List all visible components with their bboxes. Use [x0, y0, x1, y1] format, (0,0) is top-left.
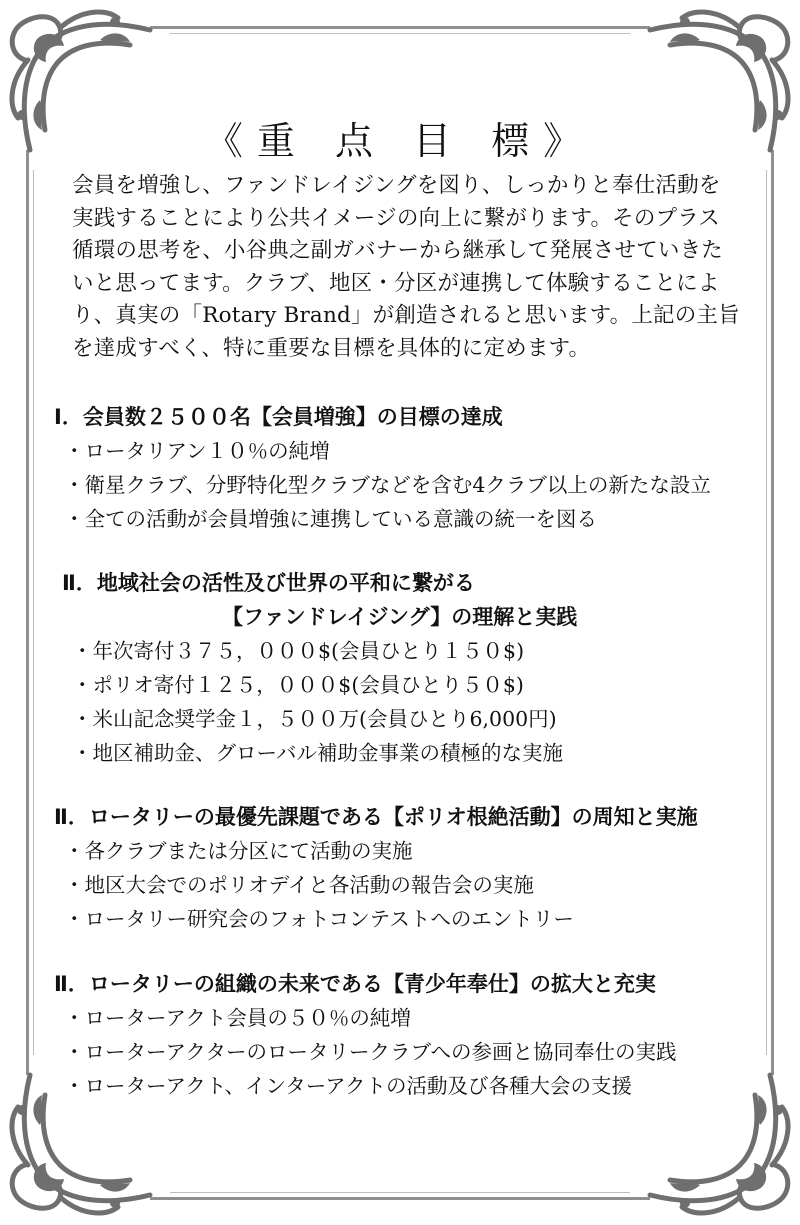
goal-section-fundraising: [62, 566, 577, 770]
frame-border-top: [150, 26, 650, 29]
list-item: ・ローターアクト会員の５０％の純増: [64, 1006, 411, 1030]
section-heading: Ⅱ．ロータリーの最優先課題である【ポリオ根絶活動】の周知と実施: [54, 805, 698, 829]
page-title: 《重 点 目 標》: [204, 119, 596, 163]
list-item: ・ポリオ寄付１２５，０００$(会員ひとり５０$): [72, 673, 524, 697]
intro-paragraph: [72, 170, 748, 366]
intro-line: いと思ってます。クラブ、地区・分区が連携して体験することによ: [72, 270, 720, 296]
list-item: ・ロータリー研究会のフォトコンテストへのエントリー: [64, 907, 574, 931]
list-item: ・衛星クラブ、分野特化型クラブなどを含む4クラブ以上の新たな設立: [64, 473, 711, 497]
section-heading: Ⅰ．会員数２５００名【会員増強】の目標の達成: [54, 405, 503, 429]
list-item: ・ロータリアン１０％の純増: [64, 439, 330, 463]
frame-inner-border-left: [33, 170, 34, 1055]
list-item: ・ローターアクト、インターアクトの活動及び各種大会の支援: [64, 1074, 633, 1098]
list-item: ・各クラブまたは分区にて活動の実施: [64, 839, 413, 863]
list-item: ・年次寄付３７５，０００$(会員ひとり１５０$): [72, 639, 525, 663]
intro-line: 実践することにより公共イメージの向上に繋がります。そのプラス: [72, 205, 720, 231]
intro-line: り、真実の「Rotary Brand」が創造されると思います。上記の主旨: [72, 303, 740, 329]
frame-inner-border-right: [766, 170, 767, 1055]
section-subheading: 【ファンドレイジング】の理解と実践: [222, 605, 578, 629]
section-heading: Ⅱ．地域社会の活性及び世界の平和に繋がる: [62, 571, 475, 595]
goal-section-youth-service: [54, 967, 677, 1103]
list-item: ・地区大会でのポリオデイと各活動の報告会の実施: [64, 873, 534, 897]
frame-border-left: [26, 150, 29, 1075]
list-item: ・全ての活動が会員増強に連携している意識の統一を図る: [64, 507, 597, 531]
intro-line: 会員を増強し、ファンドレイジングを図り、しっかりと奉仕活動を: [72, 173, 721, 198]
intro-line: 循環の思考を、小谷典之副ガバナーから継承して発展させていきた: [72, 238, 724, 264]
list-item: ・地区補助金、グローバル補助金事業の積極的な実施: [72, 741, 563, 765]
frame-border-right: [771, 150, 774, 1075]
section-heading: Ⅱ．ロータリーの組織の未来である【青少年奉仕】の拡大と充実: [54, 972, 656, 996]
frame-border-bottom: [150, 1197, 650, 1200]
intro-line: を達成すべく、特に重要な目標を具体的に定めます。: [72, 335, 591, 361]
list-item: ・ローターアクターのロータリークラブへの参画と協同奉仕の実践: [64, 1040, 677, 1064]
goal-section-membership: [54, 400, 711, 536]
list-item: ・米山記念奨学金１，５００万(会員ひとり6,000円): [72, 707, 557, 731]
goal-section-polio: [54, 800, 698, 936]
frame-inner-border-bottom: [170, 1192, 630, 1193]
frame-inner-border-top: [170, 33, 630, 34]
